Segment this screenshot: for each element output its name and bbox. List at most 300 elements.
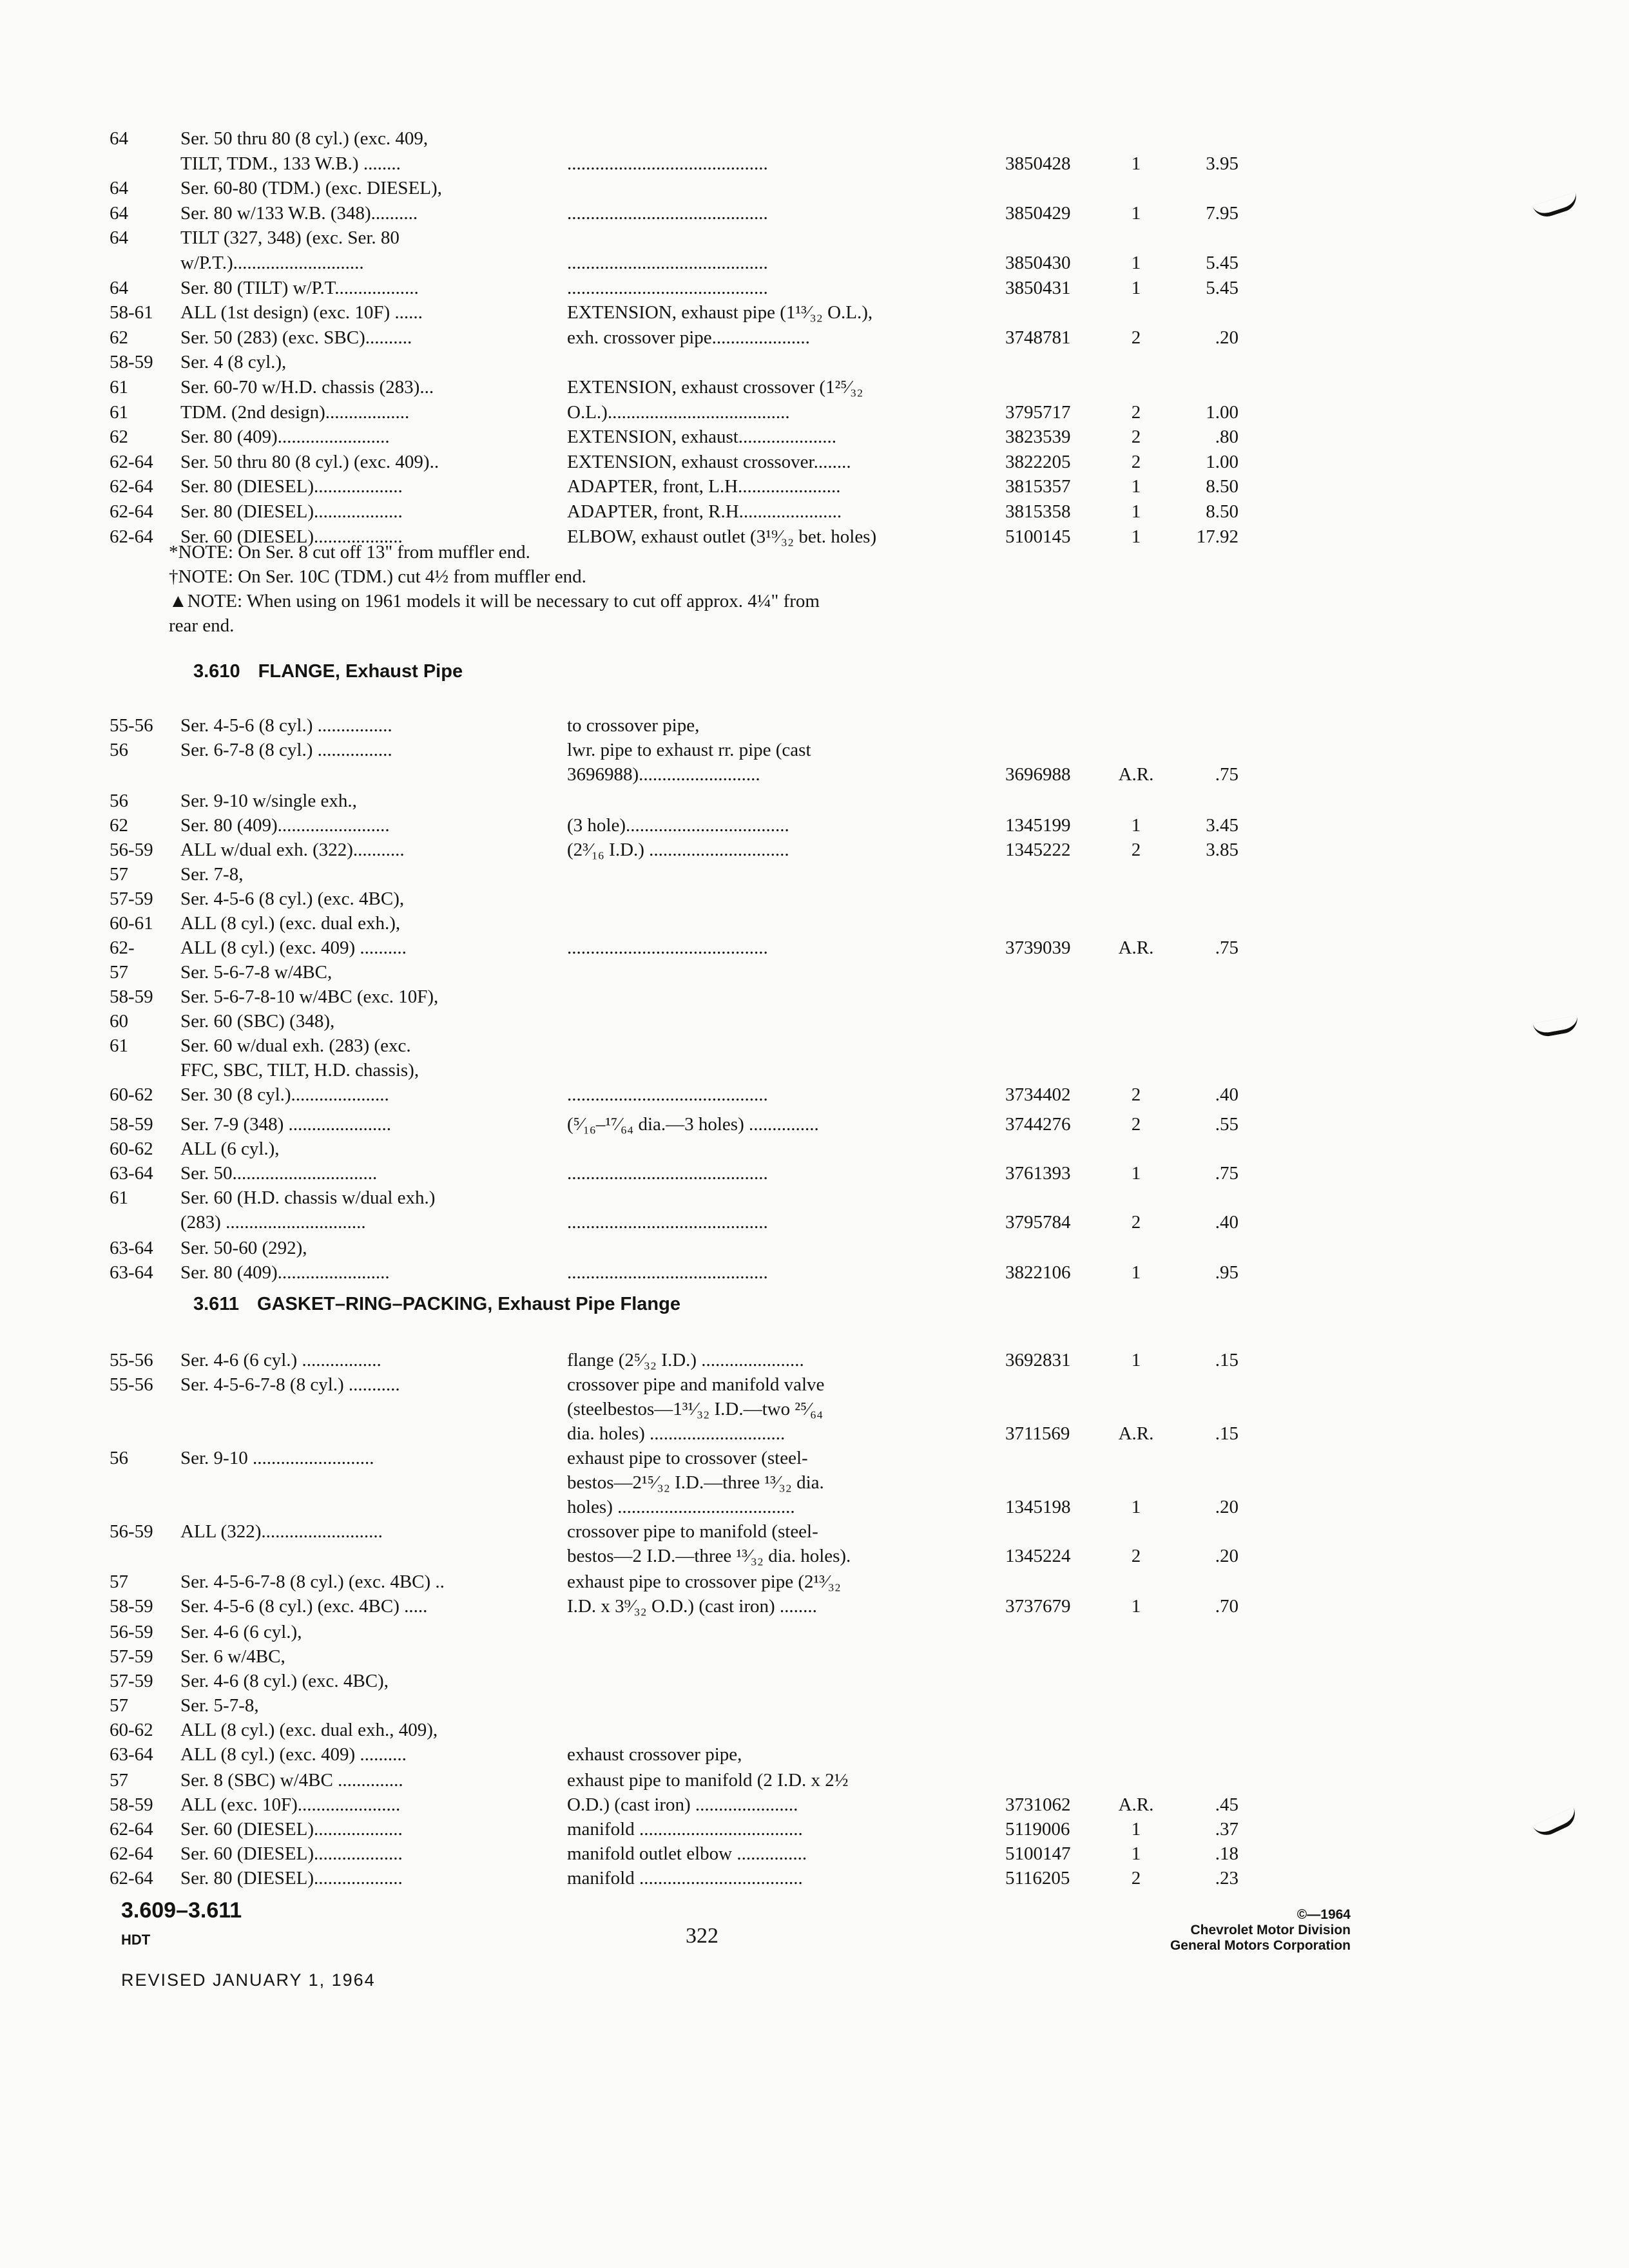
year-cell: 62-64 <box>110 1819 153 1840</box>
application-cell: Ser. 4-6 (6 cyl.) ................. <box>180 1350 381 1370</box>
section-number: 3.610 <box>193 661 240 682</box>
year-cell: 61 <box>110 401 128 423</box>
parts-row <box>0 1137 1629 1161</box>
year-cell: 61 <box>110 1187 128 1208</box>
footer-code: HDT <box>121 1932 151 1948</box>
parts-row <box>0 985 1629 1009</box>
application-cell: Ser. 50 (283) (exc. SBC).......... <box>180 327 412 348</box>
description-cell: bestos—2¹⁵⁄₃₂ I.D.—three ¹³⁄₃₂ dia. <box>567 1472 824 1493</box>
parts-row <box>0 762 1629 787</box>
price-cell: .95 <box>1215 1262 1239 1283</box>
quantity-cell: 2 <box>1131 1114 1141 1135</box>
description-cell: lwr. pipe to exhaust rr. pipe (cast <box>567 740 811 760</box>
application-cell: Ser. 60 (DIESEL)................... <box>180 526 403 547</box>
parts-row <box>0 325 1629 350</box>
description-cell: manifold ................................... <box>567 1819 803 1840</box>
price-cell: .70 <box>1215 1596 1239 1617</box>
year-cell: 57-59 <box>110 1671 153 1691</box>
application-cell: ALL (1st design) (exc. 10F) ...... <box>180 302 423 323</box>
application-cell: Ser. 60 (DIESEL)................... <box>180 1843 403 1864</box>
application-cell: TDM. (2nd design).................. <box>180 401 410 423</box>
description-cell: manifold ................................... <box>567 1868 803 1888</box>
parts-row <box>0 1817 1629 1841</box>
year-cell: 60-62 <box>110 1139 153 1159</box>
parts-row <box>0 450 1629 474</box>
year-cell: 57-59 <box>110 1646 153 1667</box>
revised-date: REVISED JANUARY 1, 1964 <box>121 1970 376 1990</box>
application-cell: Ser. 30 (8 cyl.)..................... <box>180 1084 389 1105</box>
part-number-cell: 3850431 <box>1005 277 1071 298</box>
year-cell: 60-62 <box>110 1720 153 1740</box>
application-cell: Ser. 80 w/133 W.B. (348).......... <box>180 202 418 224</box>
part-number-cell: 3795717 <box>1005 401 1071 423</box>
quantity-cell: A.R. <box>1118 764 1154 785</box>
description-cell: manifold outlet elbow ............... <box>567 1843 807 1864</box>
parts-row <box>0 838 1629 862</box>
part-number-cell: 3731062 <box>1005 1794 1071 1815</box>
parts-row <box>0 1009 1629 1033</box>
quantity-cell: 1 <box>1131 815 1141 836</box>
quantity-cell: 1 <box>1131 153 1141 174</box>
parts-row <box>0 789 1629 813</box>
quantity-cell: 1 <box>1131 1163 1141 1184</box>
application-cell: Ser. 5-6-7-8-10 w/4BC (exc. 10F), <box>180 986 439 1007</box>
parts-row <box>0 1544 1629 1568</box>
description-cell: (steelbestos—1³¹⁄₃₂ I.D.—two ²⁵⁄₆₄ <box>567 1399 824 1419</box>
quantity-cell: 1 <box>1131 1262 1141 1283</box>
year-cell: 62-64 <box>110 501 153 522</box>
parts-row <box>0 226 1629 250</box>
year-cell: 57 <box>110 1770 128 1791</box>
part-number-cell: 3739039 <box>1005 937 1071 958</box>
part-number-cell: 3748781 <box>1005 327 1071 348</box>
price-cell: .75 <box>1215 764 1239 785</box>
parts-row <box>0 1260 1629 1285</box>
price-cell: .75 <box>1215 937 1239 958</box>
part-number-cell: 3822205 <box>1005 451 1071 472</box>
parts-row <box>0 1210 1629 1235</box>
year-cell: 55-56 <box>110 1350 153 1370</box>
parts-row <box>0 1033 1629 1058</box>
year-cell: 56-59 <box>110 840 153 860</box>
price-cell: 5.45 <box>1206 277 1239 298</box>
part-number-cell: 1345222 <box>1005 840 1071 860</box>
application-cell: Ser. 80 (DIESEL)................... <box>180 501 403 522</box>
parts-row <box>0 300 1629 325</box>
quantity-cell: 2 <box>1131 840 1141 860</box>
price-cell: 8.50 <box>1206 501 1239 522</box>
application-cell: Ser. 4-6 (6 cyl.), <box>180 1622 302 1642</box>
parts-row <box>0 1620 1629 1644</box>
price-cell: .18 <box>1215 1843 1239 1864</box>
year-cell: 55-56 <box>110 1374 153 1395</box>
parts-row <box>0 1570 1629 1594</box>
quantity-cell: 1 <box>1131 476 1141 497</box>
part-number-cell: 3815358 <box>1005 501 1071 522</box>
year-cell: 60-62 <box>110 1084 153 1105</box>
quantity-cell: 1 <box>1131 1350 1141 1370</box>
year-cell: 62-64 <box>110 1868 153 1888</box>
part-number-cell: 5100145 <box>1005 526 1071 547</box>
application-cell: Ser. 60 (SBC) (348), <box>180 1011 335 1032</box>
description-cell: ........................................... <box>567 277 768 298</box>
parts-row <box>0 499 1629 524</box>
part-number-cell: 3850429 <box>1005 202 1071 224</box>
quantity-cell: 2 <box>1131 1084 1141 1105</box>
price-cell: .55 <box>1215 1114 1239 1135</box>
price-cell: 3.85 <box>1206 840 1239 860</box>
quantity-cell: 2 <box>1131 1868 1141 1888</box>
application-cell: ALL (8 cyl.) (exc. dual exh.), <box>180 913 401 934</box>
quantity-cell: 2 <box>1131 1546 1141 1566</box>
parts-row <box>0 201 1629 226</box>
description-cell: exhaust pipe to crossover (steel- <box>567 1448 808 1468</box>
year-cell: 57-59 <box>110 889 153 909</box>
application-cell: ALL (6 cyl.), <box>180 1139 280 1159</box>
application-cell: Ser. 80 (409)........................ <box>180 1262 390 1283</box>
parts-row <box>0 1594 1629 1619</box>
application-cell: Ser. 50 thru 80 (8 cyl.) (exc. 409).. <box>180 451 439 472</box>
application-cell: ALL (8 cyl.) (exc. 409) .......... <box>180 937 407 958</box>
year-cell: 55-56 <box>110 715 153 736</box>
application-cell: Ser. 80 (409)........................ <box>180 815 390 836</box>
note-line: rear end. <box>169 615 235 636</box>
application-cell: Ser. 50............................... <box>180 1163 378 1184</box>
year-cell: 56 <box>110 1448 128 1468</box>
application-cell: Ser. 60 w/dual exh. (283) (exc. <box>180 1035 411 1056</box>
quantity-cell: 1 <box>1131 1819 1141 1840</box>
description-cell: ........................................... <box>567 1084 768 1105</box>
description-cell: ........................................... <box>567 937 768 958</box>
parts-row <box>0 738 1629 762</box>
year-cell: 64 <box>110 128 128 149</box>
part-number-cell: 5100147 <box>1005 1843 1071 1864</box>
page-number: 322 <box>686 1924 718 1948</box>
parts-row <box>0 1348 1629 1372</box>
description-cell: I.D. x 3⁹⁄₃₂ O.D.) (cast iron) ........ <box>567 1596 817 1617</box>
description-cell: EXTENSION, exhaust crossover (1²⁵⁄₃₂ <box>567 377 863 398</box>
year-cell: 63-64 <box>110 1262 153 1283</box>
description-cell: crossover pipe and manifold valve <box>567 1374 825 1395</box>
price-cell: 5.45 <box>1206 253 1239 273</box>
part-number-cell: 3692831 <box>1005 1350 1071 1370</box>
description-cell: EXTENSION, exhaust..................... <box>567 427 837 448</box>
parts-row <box>0 1470 1629 1495</box>
quantity-cell: 1 <box>1131 1843 1141 1864</box>
quantity-cell: 2 <box>1131 451 1141 472</box>
application-cell: Ser. 6 w/4BC, <box>180 1646 285 1667</box>
division-text: Chevrolet Motor Division <box>1190 1923 1351 1937</box>
application-cell: Ser. 5-6-7-8 w/4BC, <box>180 962 333 983</box>
application-cell: Ser. 4 (8 cyl.), <box>180 352 287 373</box>
year-cell: 63-64 <box>110 1744 153 1765</box>
footer-range: 3.609–3.611 <box>121 1898 242 1923</box>
part-number-cell: 3734402 <box>1005 1084 1071 1105</box>
year-cell: 63-64 <box>110 1163 153 1184</box>
parts-row <box>0 1841 1629 1866</box>
year-cell: 62- <box>110 937 135 958</box>
application-cell: w/P.T.)............................ <box>180 253 364 273</box>
parts-row <box>0 350 1629 374</box>
application-cell: Ser. 80 (TILT) w/P.T.................. <box>180 277 419 298</box>
parts-row <box>0 1866 1629 1890</box>
description-cell: EXTENSION, exhaust pipe (1¹³⁄₃₂ O.L.), <box>567 302 873 323</box>
price-cell: .20 <box>1215 1546 1239 1566</box>
year-cell: 56-59 <box>110 1521 153 1542</box>
parts-row <box>0 960 1629 985</box>
application-cell: Ser. 9-10 .......................... <box>180 1448 374 1468</box>
parts-row <box>0 126 1629 151</box>
year-cell: 60-61 <box>110 913 153 934</box>
section-heading-3610 <box>193 658 463 684</box>
description-cell: exh. crossover pipe..................... <box>567 327 810 348</box>
price-cell: 1.00 <box>1206 451 1239 472</box>
application-cell: Ser. 5-7-8, <box>180 1695 259 1716</box>
year-cell: 62 <box>110 327 128 348</box>
quantity-cell: A.R. <box>1118 937 1154 958</box>
year-cell: 64 <box>110 227 128 249</box>
application-cell: Ser. 4-6 (8 cyl.) (exc. 4BC), <box>180 1671 389 1691</box>
description-cell: ........................................... <box>567 202 768 224</box>
part-number-cell: 3850428 <box>1005 153 1071 174</box>
parts-row <box>0 911 1629 936</box>
description-cell: exhaust crossover pipe, <box>567 1744 742 1765</box>
parts-row <box>0 1519 1629 1544</box>
description-cell: exhaust pipe to manifold (2 I.D. x 2½ <box>567 1770 849 1791</box>
application-cell: Ser. 80 (DIESEL)................... <box>180 1868 403 1888</box>
application-cell: TILT, TDM., 133 W.B.) ........ <box>180 153 401 174</box>
parts-row <box>0 1495 1629 1519</box>
quantity-cell: 1 <box>1131 277 1141 298</box>
part-number-cell: 3795784 <box>1005 1212 1071 1233</box>
parts-row <box>0 400 1629 425</box>
application-cell: Ser. 80 (DIESEL)................... <box>180 476 403 497</box>
quantity-cell: 1 <box>1131 253 1141 273</box>
price-cell: .15 <box>1215 1423 1239 1444</box>
section-title: FLANGE, Exhaust Pipe <box>258 661 463 682</box>
price-cell: .40 <box>1215 1084 1239 1105</box>
parts-row <box>0 1372 1629 1397</box>
description-cell: crossover pipe to manifold (steel- <box>567 1521 818 1542</box>
quantity-cell: 1 <box>1131 501 1141 522</box>
year-cell: 56-59 <box>110 1622 153 1642</box>
description-cell: dia. holes) ............................. <box>567 1423 786 1444</box>
description-cell: to crossover pipe, <box>567 715 700 736</box>
parts-row <box>0 1058 1629 1082</box>
year-cell: 62-64 <box>110 451 153 472</box>
price-cell: .75 <box>1215 1163 1239 1184</box>
quantity-cell: 2 <box>1131 327 1141 348</box>
parts-row <box>0 425 1629 449</box>
application-cell: ALL (322).......................... <box>180 1521 383 1542</box>
parts-row <box>0 375 1629 399</box>
description-cell: (⁵⁄₁₆–¹⁷⁄₆₄ dia.—3 holes) ............... <box>567 1114 819 1135</box>
application-cell: Ser. 50 thru 80 (8 cyl.) (exc. 409, <box>180 128 429 149</box>
year-cell: 57 <box>110 1571 128 1592</box>
description-cell: bestos—2 I.D.—three ¹³⁄₃₂ dia. holes). <box>567 1546 851 1566</box>
parts-row <box>0 1186 1629 1210</box>
application-cell: Ser. 4-5-6-7-8 (8 cyl.) (exc. 4BC) .. <box>180 1571 445 1592</box>
parts-row <box>0 1718 1629 1742</box>
application-cell: ALL (8 cyl.) (exc. 409) .......... <box>180 1744 407 1765</box>
section-heading-3611 <box>193 1291 680 1317</box>
application-cell: Ser. 4-5-6 (8 cyl.) (exc. 4BC) ..... <box>180 1596 428 1617</box>
description-cell: ........................................... <box>567 1212 768 1233</box>
description-cell: holes) ...................................... <box>567 1497 795 1517</box>
description-cell: (2³⁄₁₆ I.D.) .............................. <box>567 840 789 860</box>
part-number-cell: 3711569 <box>1005 1423 1070 1444</box>
description-cell: ........................................... <box>567 153 768 174</box>
parts-row <box>0 1082 1629 1107</box>
year-cell: 56 <box>110 740 128 760</box>
section-title: GASKET–RING–PACKING, Exhaust Pipe Flange <box>257 1294 680 1314</box>
application-cell: Ser. 60 (DIESEL)................... <box>180 1819 403 1840</box>
quantity-cell: A.R. <box>1118 1794 1154 1815</box>
price-cell: 3.45 <box>1206 815 1239 836</box>
parts-row <box>0 1644 1629 1669</box>
year-cell: 62-64 <box>110 1843 153 1864</box>
year-cell: 64 <box>110 277 128 298</box>
application-cell: FFC, SBC, TILT, H.D. chassis), <box>180 1060 419 1081</box>
price-cell: .80 <box>1215 427 1239 448</box>
quantity-cell: 1 <box>1131 1596 1141 1617</box>
quantity-cell: A.R. <box>1118 1423 1154 1444</box>
parts-row <box>0 251 1629 275</box>
parts-row <box>0 1693 1629 1718</box>
application-cell: (283) .............................. <box>180 1212 366 1233</box>
part-number-cell: 1345198 <box>1005 1497 1071 1517</box>
price-cell: .45 <box>1215 1794 1239 1815</box>
application-cell: Ser. 60-80 (TDM.) (exc. DIESEL), <box>180 178 442 199</box>
year-cell: 58-59 <box>110 1596 153 1617</box>
copyright-text: ©—1964 <box>1296 1907 1351 1922</box>
year-cell: 62 <box>110 427 128 448</box>
quantity-cell: 2 <box>1131 1212 1141 1233</box>
description-cell: O.L.)....................................... <box>567 401 790 423</box>
year-cell: 64 <box>110 178 128 199</box>
year-cell: 61 <box>110 377 128 398</box>
price-cell: 8.50 <box>1206 476 1239 497</box>
application-cell: Ser. 6-7-8 (8 cyl.) ................ <box>180 740 392 760</box>
year-cell: 62 <box>110 815 128 836</box>
parts-row <box>0 1768 1629 1792</box>
price-cell: .20 <box>1215 1497 1239 1517</box>
part-number-cell: 3737679 <box>1005 1596 1071 1617</box>
parts-row <box>0 1742 1629 1767</box>
year-cell: 62-64 <box>110 476 153 497</box>
parts-row <box>0 1236 1629 1260</box>
year-cell: 58-59 <box>110 1794 153 1815</box>
application-cell: Ser. 60 (H.D. chassis w/dual exh.) <box>180 1187 436 1208</box>
part-number-cell: 3823539 <box>1005 427 1071 448</box>
description-cell: 3696988).......................... <box>567 764 760 785</box>
parts-row <box>0 813 1629 838</box>
parts-row <box>0 1421 1629 1446</box>
parts-row <box>0 936 1629 960</box>
parts-row <box>0 1446 1629 1470</box>
parts-row <box>0 151 1629 176</box>
application-cell: Ser. 50-60 (292), <box>180 1238 307 1258</box>
parts-row <box>0 1112 1629 1137</box>
year-cell: 64 <box>110 202 128 224</box>
part-number-cell: 3850430 <box>1005 253 1071 273</box>
quantity-cell: 1 <box>1131 526 1141 547</box>
description-cell: (3 hole)................................... <box>567 815 789 836</box>
description-cell: EXTENSION, exhaust crossover........ <box>567 451 851 472</box>
parts-row <box>0 1161 1629 1186</box>
application-cell: ALL w/dual exh. (322)........... <box>180 840 405 860</box>
part-number-cell: 5116205 <box>1005 1868 1070 1888</box>
year-cell: 58-59 <box>110 1114 153 1135</box>
price-cell: 1.00 <box>1206 401 1239 423</box>
price-cell: .40 <box>1215 1212 1239 1233</box>
year-cell: 58-59 <box>110 352 153 373</box>
footer-copyright <box>1170 1907 1351 1954</box>
quantity-cell: 2 <box>1131 401 1141 423</box>
part-number-cell: 3815357 <box>1005 476 1071 497</box>
corporation-text: General Motors Corporation <box>1170 1938 1351 1953</box>
year-cell: 56 <box>110 791 128 811</box>
application-cell: Ser. 8 (SBC) w/4BC .............. <box>180 1770 403 1791</box>
year-cell: 57 <box>110 1695 128 1716</box>
year-cell: 61 <box>110 1035 128 1056</box>
description-cell: O.D.) (cast iron) ...................... <box>567 1794 798 1815</box>
application-cell: Ser. 4-5-6 (8 cyl.) (exc. 4BC), <box>180 889 405 909</box>
description-cell: ........................................... <box>567 1262 768 1283</box>
parts-row <box>0 176 1629 200</box>
application-cell: Ser. 4-5-6-7-8 (8 cyl.) ........... <box>180 1374 400 1395</box>
description-cell: flange (2⁵⁄₃₂ I.D.) ...................... <box>567 1350 804 1370</box>
year-cell: 63-64 <box>110 1238 153 1258</box>
quantity-cell: 1 <box>1131 1497 1141 1517</box>
parts-row <box>0 474 1629 499</box>
application-cell: ALL (8 cyl.) (exc. dual exh., 409), <box>180 1720 438 1740</box>
application-cell: Ser. 7-8, <box>180 864 244 885</box>
year-cell: 60 <box>110 1011 128 1032</box>
parts-row <box>0 887 1629 911</box>
parts-row <box>0 1397 1629 1421</box>
description-cell: ........................................... <box>567 253 768 273</box>
quantity-cell: 1 <box>1131 202 1141 224</box>
description-cell: ELBOW, exhaust outlet (3¹⁹⁄₃₂ bet. holes) <box>567 526 877 547</box>
section-number: 3.611 <box>193 1294 239 1314</box>
year-cell: 58-59 <box>110 986 153 1007</box>
year-cell: 62-64 <box>110 526 153 547</box>
price-cell: 7.95 <box>1206 202 1239 224</box>
description-cell: ........................................... <box>567 1163 768 1184</box>
year-cell: 58-61 <box>110 302 153 323</box>
part-number-cell: 3744276 <box>1005 1114 1071 1135</box>
part-number-cell: 3822106 <box>1005 1262 1071 1283</box>
description-cell: ADAPTER, front, R.H...................... <box>567 501 842 522</box>
price-cell: .20 <box>1215 327 1239 348</box>
note-line: ▲NOTE: When using on 1961 models it will be necessary to cut off approx. 4¼" from <box>169 591 820 611</box>
application-cell: Ser. 9-10 w/single exh., <box>180 791 357 811</box>
note-line: *NOTE: On Ser. 8 cut off 13" from muffler end. <box>169 542 530 562</box>
price-cell: .15 <box>1215 1350 1239 1370</box>
description-cell: exhaust pipe to crossover pipe (2¹³⁄₃₂ <box>567 1571 841 1592</box>
parts-row <box>0 276 1629 300</box>
price-cell: .37 <box>1215 1819 1239 1840</box>
application-cell: ALL (exc. 10F)...................... <box>180 1794 401 1815</box>
year-cell: 57 <box>110 864 128 885</box>
part-number-cell: 1345224 <box>1005 1546 1071 1566</box>
application-cell: Ser. 7-9 (348) ...................... <box>180 1114 392 1135</box>
price-cell: .23 <box>1215 1868 1239 1888</box>
quantity-cell: 2 <box>1131 427 1141 448</box>
price-cell: 17.92 <box>1196 526 1239 547</box>
parts-row <box>0 1792 1629 1817</box>
